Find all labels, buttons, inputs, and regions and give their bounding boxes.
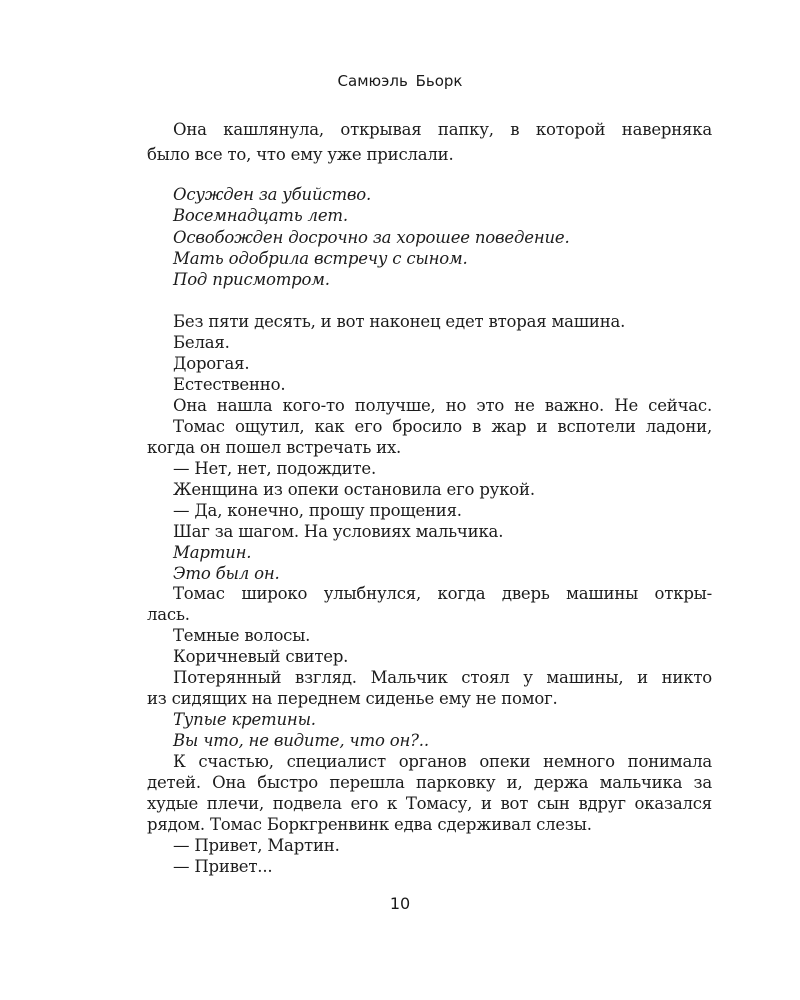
text-line: Осужден за убийство. [173, 185, 372, 204]
text-line: Женщина из опеки остановила его рукой. [173, 480, 535, 499]
text-line: было все то, что ему уже прислали. [147, 145, 454, 164]
text-line: Шаг за шагом. На условиях мальчика. [173, 522, 504, 541]
text-line: К счастью, специалист органов опеки немного понимала [173, 752, 712, 771]
text-line: рядом. Томас Боркгренвинк едва сдерживал слезы. [147, 815, 592, 834]
text-line: Потерянный взгляд. Мальчик стоял у машины, и никто [173, 668, 712, 687]
text-line: — Да, конечно, прошу прощения. [173, 501, 462, 520]
text-line: Дорогая. [173, 354, 250, 373]
text-line: — Нет, нет, подождите. [173, 459, 376, 478]
text-line: Темные волосы. [173, 626, 311, 645]
text-line: Освобожден досрочно за хорошее поведение. [173, 228, 570, 247]
text-line: Коричневый свитер. [173, 647, 349, 666]
text-line: лась. [147, 605, 190, 624]
text-line: Она кашлянула, открывая папку, в которой наверняка [173, 120, 712, 139]
text-line: Мартин. [173, 543, 252, 562]
text-line: Белая. [173, 333, 230, 352]
text-line: Тупые кретины. [173, 710, 316, 729]
page-number: 10 [389, 894, 411, 913]
text-line: Вы что, не видите, что он?.. [173, 731, 429, 750]
text-line: Восемнадцать лет. [173, 206, 348, 225]
text-line: — Привет... [173, 857, 273, 876]
text-line: детей. Она быстро перешла парковку и, держа мальчика за [147, 773, 712, 792]
text-line: Томас широко улыбнулся, когда дверь машины откры- [173, 584, 712, 603]
text-line: когда он пошел встречать их. [147, 438, 402, 457]
text-line: худые плечи, подвела его к Томасу, и вот сын вдруг оказался [147, 794, 712, 813]
text-line: Это был он. [173, 564, 280, 583]
text-line: Под присмотром. [173, 270, 330, 289]
running-header-author: Самюэль Бьорк [337, 72, 463, 90]
text-line: Естественно. [173, 375, 286, 394]
text-line: Без пяти десять, и вот наконец едет вторая машина. [173, 312, 626, 331]
text-line: из сидящих на переднем сиденье ему не помог. [147, 689, 558, 708]
text-line: Мать одобрила встречу с сыном. [173, 249, 468, 268]
text-line: Томас ощутил, как его бросило в жар и вспотели ладони, [173, 417, 712, 436]
text-line: — Привет, Мартин. [173, 836, 340, 855]
text-line: Она нашла кого-то получше, но это не важно. Не сейчас. [173, 396, 712, 415]
